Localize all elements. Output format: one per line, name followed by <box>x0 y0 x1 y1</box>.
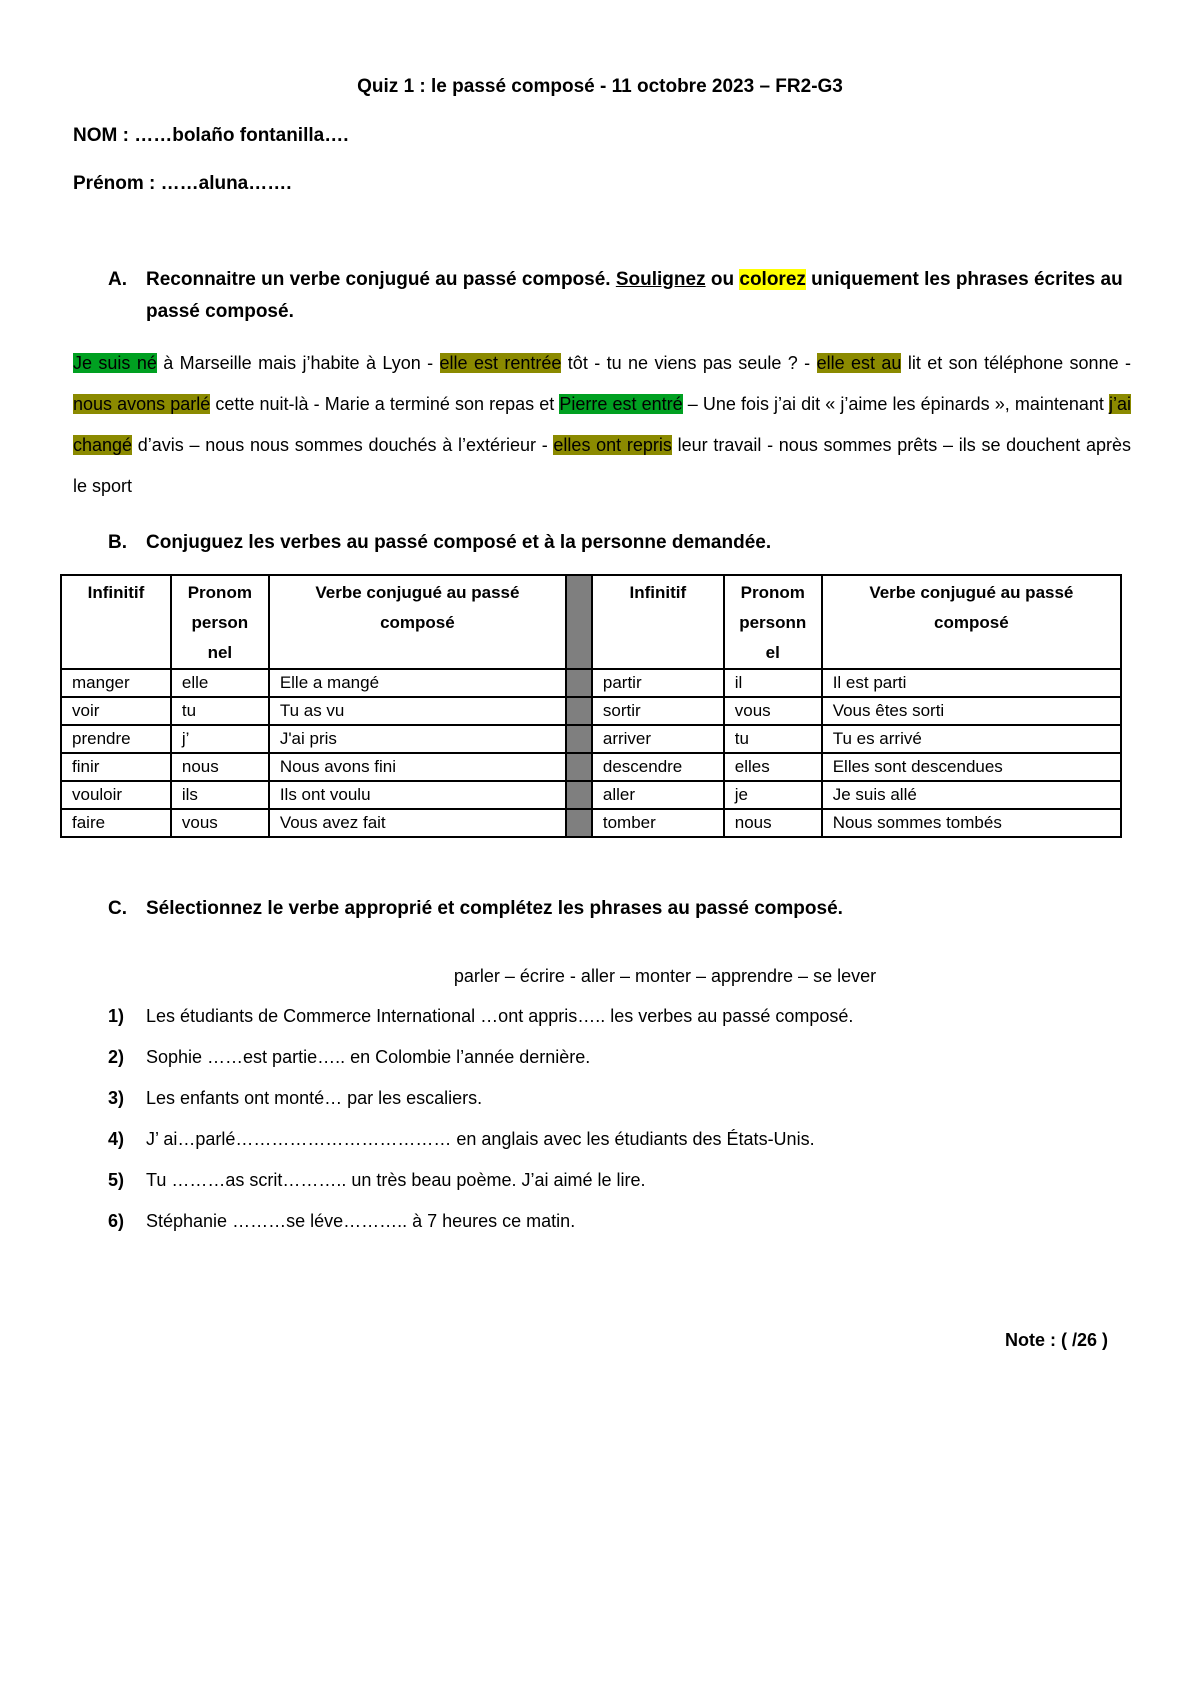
section-a-highlight-word: colorez <box>739 269 806 290</box>
conjugated-verb-cell: Ils ont voulu <box>269 781 566 809</box>
header-verbe: Verbe conjugué au passé composé <box>269 575 566 669</box>
conjugated-verb-cell: Je suis allé <box>822 781 1121 809</box>
pronoun-cell: nous <box>724 809 822 837</box>
pronoun-cell: tu <box>171 697 269 725</box>
pronoun-cell: elles <box>724 753 822 781</box>
section-b-heading <box>108 527 1128 559</box>
pronoun-cell: nous <box>171 753 269 781</box>
exercise-item <box>108 1006 853 1027</box>
conjugated-verb-cell: Nous avons fini <box>269 753 566 781</box>
highlighted-phrase: elle est au <box>816 353 902 373</box>
exercise-item <box>108 1047 590 1068</box>
quiz-title: Quiz 1 : le passé composé - 11 octobre 2023 – FR2-G3 <box>357 76 843 97</box>
table-row <box>61 725 1121 753</box>
student-name: NOM : ……bolaño fontanilla…. <box>73 125 349 146</box>
pronoun-cell: elle <box>171 669 269 697</box>
conjugated-verb-cell: Tu es arrivé <box>822 725 1121 753</box>
item-text: Tu ………as scrit……….. un très beau poème. J’ai aimé le lire. <box>146 1170 646 1190</box>
exercise-item <box>108 1088 482 1109</box>
table-row <box>61 781 1121 809</box>
sentence-text: d’avis – nous nous sommes douchés à l’extérieur - <box>132 435 554 455</box>
item-number: 4) <box>108 1129 125 1149</box>
pronoun-cell: tu <box>724 725 822 753</box>
infinitive-cell: arriver <box>592 725 724 753</box>
score-note: Note : ( /26 ) <box>1004 1330 1108 1350</box>
header-infinitif-2: Infinitif <box>592 575 724 669</box>
infinitive-cell: partir <box>592 669 724 697</box>
item-number: 3) <box>108 1088 125 1108</box>
header-verbe-2: Verbe conjugué au passé composé <box>822 575 1121 669</box>
section-c-heading-text: Sélectionnez le verbe approprié et complétez les phrases au passé composé. <box>146 898 843 919</box>
table-separator <box>566 669 592 697</box>
sentence-text: tôt - tu ne viens pas seule ? - <box>561 353 817 373</box>
word-bank: parler – écrire - aller – monter – apprendre – se lever <box>453 966 877 986</box>
infinitive-cell: tomber <box>592 809 724 837</box>
infinitive-cell: faire <box>61 809 171 837</box>
header-pronom: Pronom person nel <box>171 575 269 669</box>
sentence-text: à Marseille mais j’habite à Lyon - <box>156 353 440 373</box>
table-row <box>61 809 1121 837</box>
pronoun-cell: ils <box>171 781 269 809</box>
highlighted-phrase: Pierre est entré <box>559 394 683 414</box>
item-text: Sophie ……est partie….. en Colombie l’année dernière. <box>146 1047 591 1067</box>
infinitive-cell: voir <box>61 697 171 725</box>
section-a-letter: A. <box>108 269 127 290</box>
table-separator <box>566 781 592 809</box>
infinitive-cell: manger <box>61 669 171 697</box>
pronoun-cell: j’ <box>171 725 269 753</box>
conjugated-verb-cell: Il est parti <box>822 669 1121 697</box>
pronoun-cell: il <box>724 669 822 697</box>
section-b-letter: B. <box>108 532 127 553</box>
table-separator <box>566 753 592 781</box>
highlighted-phrase: Je suis né <box>73 353 157 373</box>
item-text: Les enfants ont monté… par les escaliers. <box>146 1088 483 1108</box>
table-row <box>61 697 1121 725</box>
section-c-letter: C. <box>108 898 127 919</box>
section-a-underline-word: Soulignez <box>615 269 706 290</box>
infinitive-cell: descendre <box>592 753 724 781</box>
header-pronom-2: Pronom personn el <box>724 575 822 669</box>
infinitive-cell: aller <box>592 781 724 809</box>
exercise-item <box>108 1129 815 1150</box>
table-separator <box>566 809 592 837</box>
section-a-heading-part1: Reconnaitre un verbe conjugué au passé composé. <box>146 269 616 290</box>
conjugated-verb-cell: J'ai pris <box>269 725 566 753</box>
table-separator <box>566 697 592 725</box>
pronoun-cell: je <box>724 781 822 809</box>
conjugated-verb-cell: Nous sommes tombés <box>822 809 1121 837</box>
sentence-text: – Une fois j’ai dit « j’aime les épinards », maintenant <box>682 394 1109 414</box>
item-number: 1) <box>108 1006 125 1026</box>
section-a-heading <box>108 264 1128 328</box>
conjugated-verb-cell: Vous êtes sorti <box>822 697 1121 725</box>
infinitive-cell: sortir <box>592 697 724 725</box>
header-infinitif: Infinitif <box>61 575 171 669</box>
highlighted-phrase: elles ont repris <box>553 435 672 455</box>
pronoun-cell: vous <box>724 697 822 725</box>
item-number: 2) <box>108 1047 125 1067</box>
student-firstname: Prénom : ……aluna……. <box>73 173 292 194</box>
infinitive-cell: vouloir <box>61 781 171 809</box>
table-row <box>61 753 1121 781</box>
highlighted-phrase: j’ai changé <box>73 394 1131 455</box>
infinitive-cell: finir <box>61 753 171 781</box>
conjugated-verb-cell: Vous avez fait <box>269 809 566 837</box>
sentence-text: cette nuit-là - Marie a terminé son repas et <box>210 394 560 414</box>
item-text: Stéphanie ………se léve……….. à 7 heures ce matin. <box>146 1211 576 1231</box>
highlighted-phrase: elle est rentrée <box>439 353 562 373</box>
conjugated-verb-cell: Tu as vu <box>269 697 566 725</box>
conjugation-table <box>60 574 1122 838</box>
exercise-item <box>108 1211 575 1232</box>
table-header-row <box>61 575 1121 669</box>
item-number: 5) <box>108 1170 125 1190</box>
sentence-text: lit et son téléphone sonne - <box>901 353 1131 373</box>
highlighted-phrase: nous avons parlé <box>73 394 211 414</box>
sentence-text: leur travail - nous sommes prêts – ils se douchent après le sport <box>73 435 1131 496</box>
section-b-heading-text: Conjuguez les verbes au passé composé et à la personne demandée. <box>146 532 772 553</box>
section-a-heading-part2: ou <box>705 269 740 290</box>
table-separator <box>566 725 592 753</box>
section-a-heading-part3: uniquement les phrases écrites au passé composé. <box>146 269 1123 322</box>
exercise-item <box>108 1170 646 1191</box>
item-text: Les étudiants de Commerce International …ont appris….. les verbes au passé composé. <box>146 1006 854 1026</box>
conjugated-verb-cell: Elles sont descendues <box>822 753 1121 781</box>
infinitive-cell: prendre <box>61 725 171 753</box>
section-c-heading <box>108 893 1128 925</box>
item-text: J’ ai…parlé……………………………… en anglais avec les étudiants des États-Unis. <box>146 1129 815 1149</box>
section-a-sentences <box>73 343 1131 507</box>
table-separator <box>566 575 592 669</box>
pronoun-cell: vous <box>171 809 269 837</box>
item-number: 6) <box>108 1211 125 1231</box>
table-row <box>61 669 1121 697</box>
conjugated-verb-cell: Elle a mangé <box>269 669 566 697</box>
